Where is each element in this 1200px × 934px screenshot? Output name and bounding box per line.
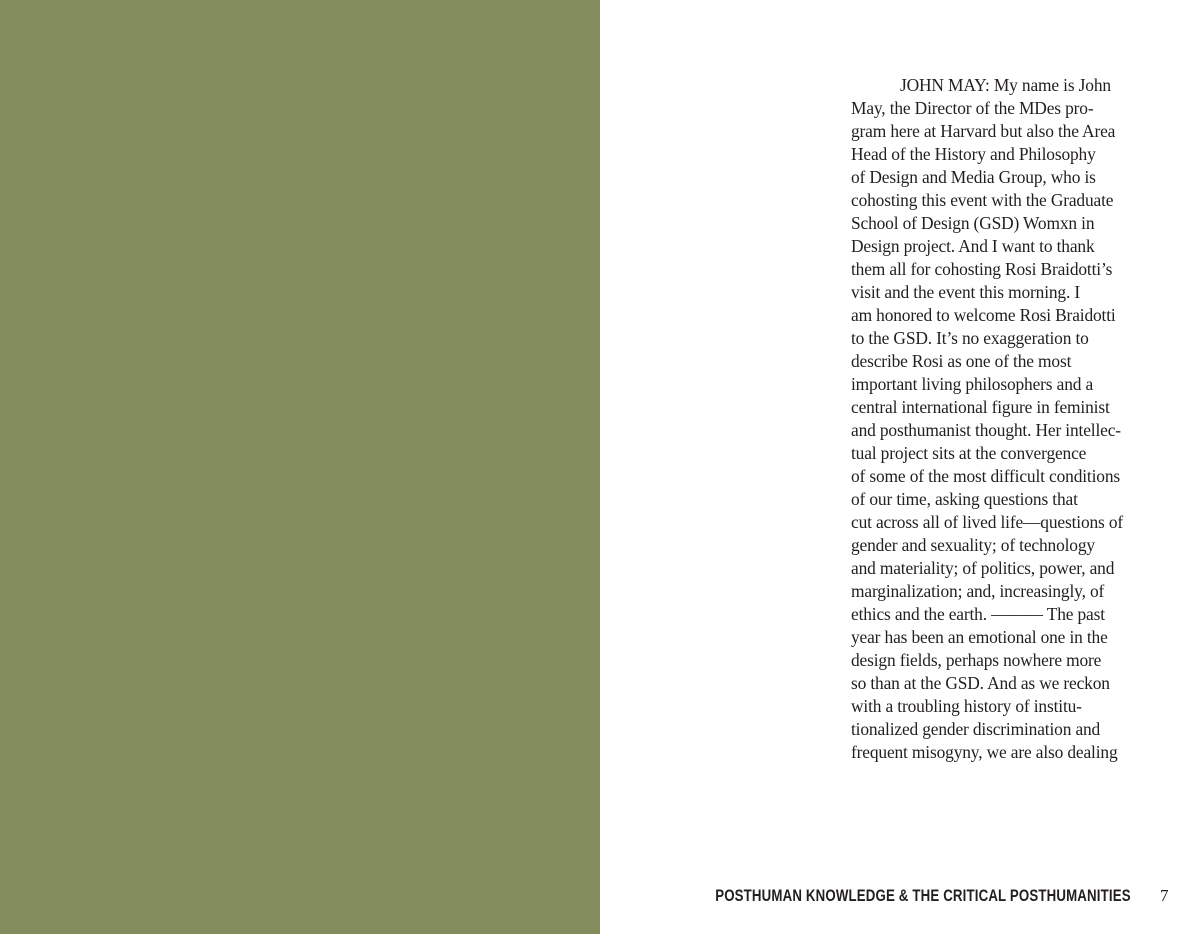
- running-head: POSTHUMAN KNOWLEDGE & THE CRITICAL POSTHUMANITIES: [715, 886, 1131, 905]
- body-line: of our time, asking questions that: [851, 489, 1078, 509]
- body-line: with a troubling history of institu-: [851, 696, 1082, 716]
- body-line: ethics and the earth. ——— The past: [851, 604, 1105, 624]
- body-line: important living philosophers and a: [851, 374, 1094, 394]
- body-line: cut across all of lived life—questions of: [851, 512, 1124, 532]
- body-line: frequent misogyny, we are also dealing: [851, 742, 1118, 762]
- body-line: tual project sits at the convergence: [851, 443, 1087, 463]
- body-line: design fields, perhaps nowhere more: [851, 650, 1102, 670]
- body-line: gram here at Harvard but also the Area: [851, 121, 1116, 141]
- body-line: cohosting this event with the Graduate: [851, 190, 1114, 210]
- body-line: Head of the History and Philosophy: [851, 144, 1096, 164]
- body-line: to the GSD. It’s no exaggeration to: [851, 328, 1089, 348]
- page-footer: [600, 884, 1200, 910]
- body-line: am honored to welcome Rosi Braidotti: [851, 305, 1116, 325]
- body-line: describe Rosi as one of the most: [851, 351, 1072, 371]
- body-line: Design project. And I want to thank: [851, 236, 1095, 256]
- body-text: [851, 74, 1161, 764]
- page-number: 7: [1160, 886, 1169, 905]
- body-line: and posthumanist thought. Her intellec-: [851, 420, 1121, 440]
- body-line: and materiality; of politics, power, and: [851, 558, 1115, 578]
- body-line: of some of the most difficult conditions: [851, 466, 1120, 486]
- body-line: so than at the GSD. And as we reckon: [851, 673, 1110, 693]
- body-line: marginalization; and, increasingly, of: [851, 581, 1105, 601]
- body-line: May, the Director of the MDes pro-: [851, 98, 1094, 118]
- body-line: visit and the event this morning. I: [851, 282, 1081, 302]
- right-page: [600, 0, 1200, 934]
- body-line: central international figure in feminist: [851, 397, 1110, 417]
- body-line: gender and sexuality; of technology: [851, 535, 1095, 555]
- body-line: year has been an emotional one in the: [851, 627, 1108, 647]
- body-line: School of Design (GSD) Womxn in: [851, 213, 1095, 233]
- body-line: tionalized gender discrimination and: [851, 719, 1101, 739]
- body-line: JOHN MAY: My name is John: [900, 75, 1111, 95]
- body-line: of Design and Media Group, who is: [851, 167, 1096, 187]
- body-line: them all for cohosting Rosi Braidotti’s: [851, 259, 1113, 279]
